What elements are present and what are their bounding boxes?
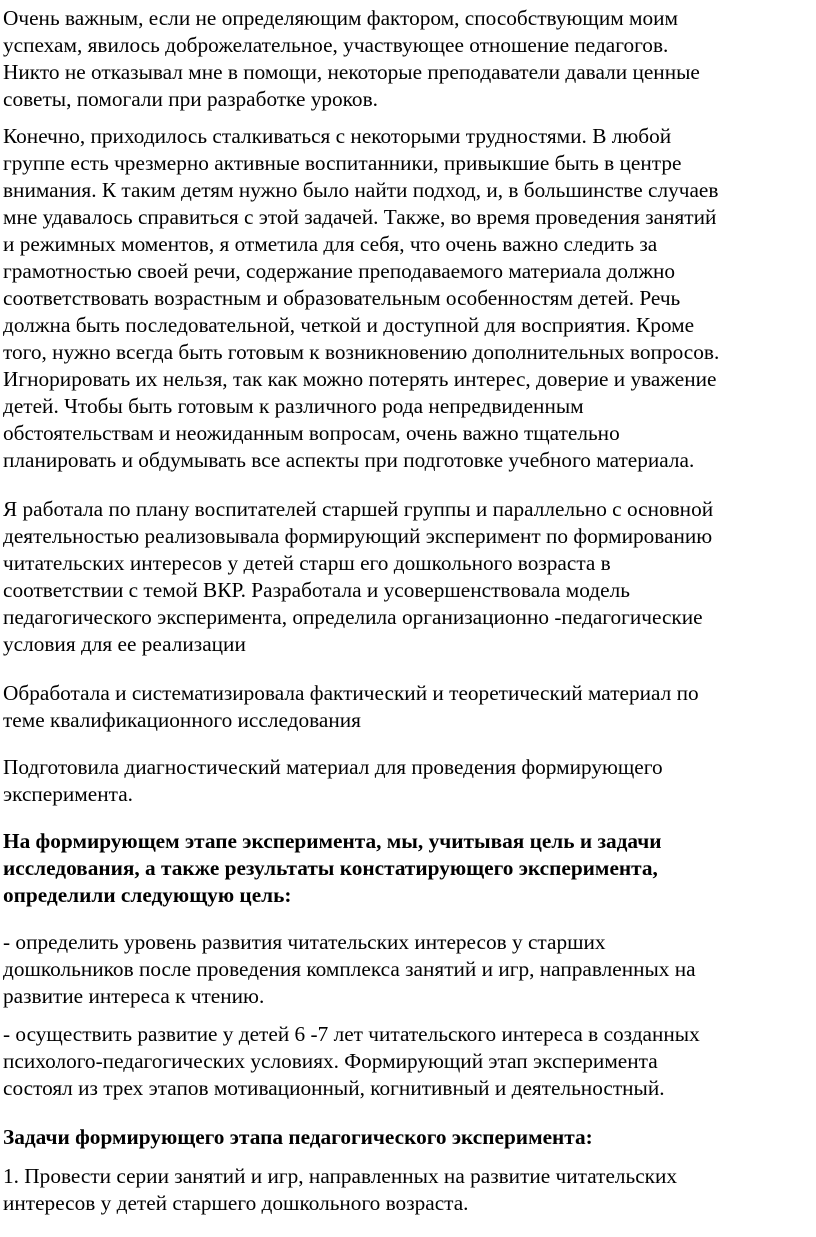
text-line: группе есть чрезмерно активные воспитанники, привыкшие быть в центре xyxy=(3,151,682,175)
text-line: соответствовать возрастным и образовательным особенностям детей. Речь xyxy=(3,286,681,310)
text-line: читательских интересов у детей старш его дошкольного возраста в xyxy=(3,551,611,575)
text-line: - осуществить развитие у детей 6 -7 лет читательского интереса в созданных xyxy=(3,1022,700,1046)
text-line: деятельностью реализовывала формирующий эксперимент по формированию xyxy=(3,524,713,548)
text-line: Конечно, приходилось сталкиваться с некоторыми трудностями. В любой xyxy=(3,124,672,148)
text-line: интересов у детей старшего дошкольного возраста. xyxy=(3,1191,469,1215)
text-line: педагогического эксперимента, определила организационно -педагогические xyxy=(3,605,703,629)
text-line: дошкольников после проведения комплекса занятий и игр, направленных на xyxy=(3,957,696,981)
text-line: Очень важным, если не определяющим фактором, способствующим моим xyxy=(3,6,679,30)
text-line: теме квалификационного исследования xyxy=(3,708,361,732)
text-line: внимания. К таким детям нужно было найти подход, и, в большинстве случаев xyxy=(3,178,719,202)
text-line: грамотностью своей речи, содержание преподаваемого материала должно xyxy=(3,259,676,283)
text-line: обстоятельствам и неожиданным вопросам, очень важно тщательно xyxy=(3,421,620,445)
text-line: детей. Чтобы быть готовым к различного рода непредвиденным xyxy=(3,394,584,418)
text-line: Игнорировать их нельзя, так как можно потерять интерес, доверие и уважение xyxy=(3,367,717,391)
text-line: Задачи формирующего этапа педагогического эксперимента: xyxy=(3,1125,593,1149)
text-line: мне удавалось справиться с этой задачей. Также, во время проведения занятий xyxy=(3,205,717,229)
text-line: соответствии с темой ВКР. Разработала и усовершенствовала модель xyxy=(3,578,630,602)
text-line: состоял из трех этапов мотивационный, когнитивный и деятельностный. xyxy=(3,1076,665,1100)
text-line: условия для ее реализации xyxy=(3,632,246,656)
text-line: 1. Провести серии занятий и игр, направленных на развитие читательских xyxy=(3,1164,678,1188)
text-line: Никто не отказывал мне в помощи, некоторые преподаватели давали ценные xyxy=(3,60,700,84)
text-line: исследования, а также результаты констатирующего эксперимента, xyxy=(3,856,658,880)
text-line: Обработала и систематизировала фактический и теоретический материал по xyxy=(3,681,699,705)
text-line: и режимных моментов, я отметила для себя, что очень важно следить за xyxy=(3,232,658,256)
text-line: На формирующем этапе эксперимента, мы, учитывая цель и задачи xyxy=(3,829,662,853)
text-line: психолого-педагогических условиях. Формирующий этап эксперимента xyxy=(3,1049,658,1073)
text-line: советы, помогали при разработке уроков. xyxy=(3,87,378,111)
text-line: определили следующую цель: xyxy=(3,883,292,907)
text-line: развитие интереса к чтению. xyxy=(3,984,265,1008)
text-line: успехам, явилось доброжелательное, участвующее отношение педагогов. xyxy=(3,33,669,57)
text-line: того, нужно всегда быть готовым к возникновению дополнительных вопросов. xyxy=(3,340,720,364)
text-line: Подготовила диагностический материал для проведения формирующего xyxy=(3,755,663,779)
text-line: эксперимента. xyxy=(3,782,133,806)
text-line: планировать и обдумывать все аспекты при подготовке учебного материала. xyxy=(3,448,695,472)
text-line: Я работала по плану воспитателей старшей группы и параллельно с основной xyxy=(3,497,714,521)
text-line: должна быть последовательной, четкой и доступной для восприятия. Кроме xyxy=(3,313,695,337)
text-line: - определить уровень развития читательских интересов у старших xyxy=(3,930,606,954)
